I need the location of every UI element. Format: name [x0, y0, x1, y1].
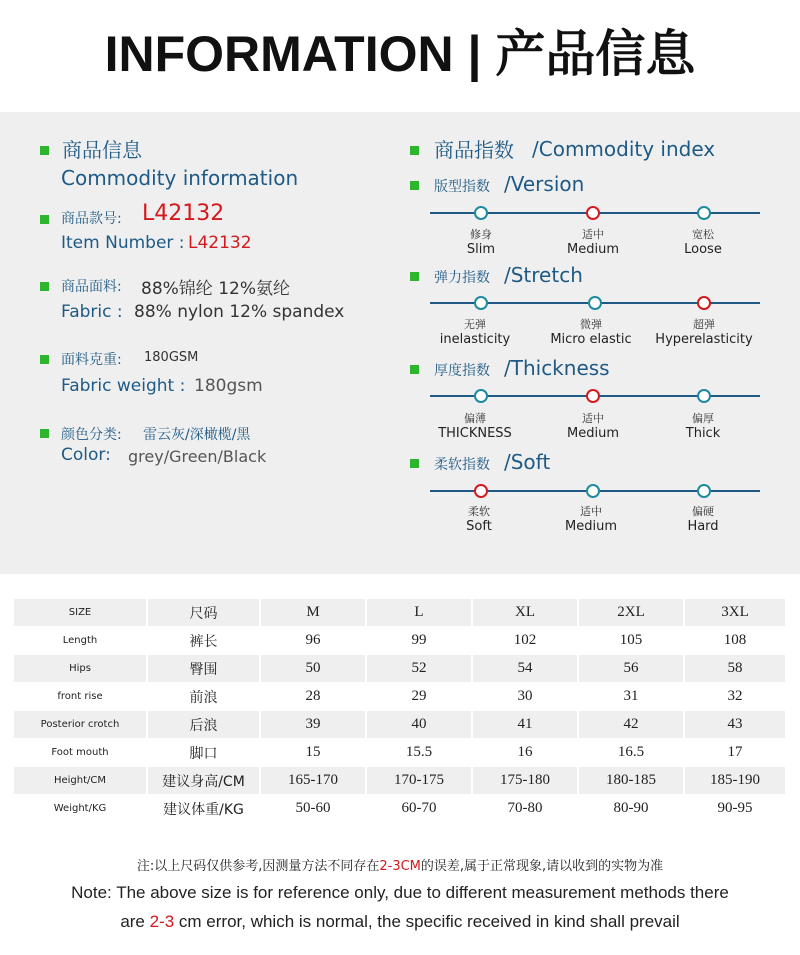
- table-cell: Height/CM: [14, 767, 147, 795]
- table-cell: 15: [260, 739, 366, 767]
- version-option: 适中 Medium: [567, 228, 619, 257]
- thickness-scale-dot: [586, 389, 600, 403]
- color-value: 雷云灰/深橄榄/黑: [143, 427, 251, 443]
- table-cell: 建议体重/KG: [147, 795, 260, 823]
- thickness-option: 适中 Medium: [567, 412, 619, 441]
- table-cell: 16.5: [578, 739, 684, 767]
- table-cell: 39: [260, 711, 366, 739]
- soft-option: 偏硬 Hard: [687, 505, 719, 534]
- bullet-icon: [40, 429, 49, 438]
- table-cell: 32: [684, 683, 786, 711]
- table-cell: 16: [472, 739, 578, 767]
- bullet-icon: [410, 181, 419, 190]
- table-cell: Foot mouth: [14, 739, 147, 767]
- version-scale-dot: [586, 206, 600, 220]
- table-cell: 56: [578, 655, 684, 683]
- weight-value: 180GSM: [144, 350, 199, 365]
- table-cell: Length: [14, 627, 147, 655]
- fabric-label: 商品面料:: [61, 279, 122, 295]
- soft-scale-dot: [586, 484, 600, 498]
- fabric-value: 88%锦纶 12%氨纶: [141, 279, 290, 299]
- table-row: [14, 795, 786, 823]
- index-heading-zh: 商品指数: [434, 138, 514, 162]
- table-cell: 170-175: [366, 767, 472, 795]
- table-cell: 后浪: [147, 711, 260, 739]
- table-cell: 96: [260, 627, 366, 655]
- table-row: [14, 767, 786, 795]
- thickness-scale-dot: [474, 389, 488, 403]
- table-cell: 54: [472, 655, 578, 683]
- table-cell: 105: [578, 627, 684, 655]
- table-cell: 165-170: [260, 767, 366, 795]
- stretch-scale-dot: [474, 296, 488, 310]
- stretch-title-zh: 弹力指数: [434, 270, 490, 286]
- table-header-cell: SIZE: [14, 599, 147, 627]
- fabric-value-en: 88% nylon 12% spandex: [134, 302, 345, 322]
- soft-option: 柔软 Soft: [466, 505, 492, 534]
- table-cell: 建议身高/CM: [147, 767, 260, 795]
- version-option: 宽松 Loose: [684, 228, 722, 257]
- table-cell: 185-190: [684, 767, 786, 795]
- table-cell: 15.5: [366, 739, 472, 767]
- table-header-cell: 尺码: [147, 599, 260, 627]
- table-cell: 70-80: [472, 795, 578, 823]
- table-cell: 42: [578, 711, 684, 739]
- bullet-icon: [40, 355, 49, 364]
- weight-label: 面料克重:: [61, 352, 122, 368]
- weight-label-en: Fabric weight :: [61, 376, 186, 396]
- color-value-en: grey/Green/Black: [128, 447, 267, 466]
- table-cell: 前浪: [147, 683, 260, 711]
- table-row: [14, 739, 786, 767]
- table-cell: 30: [472, 683, 578, 711]
- color-label-en: Color:: [61, 445, 111, 465]
- thickness-title-en: /Thickness: [504, 356, 610, 380]
- bullet-icon: [410, 365, 419, 374]
- bullet-icon: [40, 215, 49, 224]
- stretch-scale-dot: [697, 296, 711, 310]
- size-table: [14, 599, 787, 823]
- version-scale-dot: [474, 206, 488, 220]
- table-cell: 41: [472, 711, 578, 739]
- table-cell: 裤长: [147, 627, 260, 655]
- version-option: 修身 Slim: [466, 228, 496, 257]
- fabric-label-en: Fabric :: [61, 302, 123, 322]
- table-cell: 50-60: [260, 795, 366, 823]
- table-cell: 175-180: [472, 767, 578, 795]
- table-cell: 80-90: [578, 795, 684, 823]
- stretch-title-en: /Stretch: [504, 263, 583, 287]
- table-header-cell: 3XL: [684, 599, 786, 627]
- table-header-cell: M: [260, 599, 366, 627]
- table-cell: Hips: [14, 655, 147, 683]
- note-en-line1: Note: The above size is for reference only, due to different measurement methods there: [71, 883, 729, 902]
- stretch-option: 微弹 Micro elastic: [550, 318, 632, 347]
- bullet-icon: [410, 459, 419, 468]
- table-row: [14, 683, 786, 711]
- table-header-row: [14, 599, 786, 627]
- stretch-scale-dot: [588, 296, 602, 310]
- note-en-line2: are 2-3 cm error, which is normal, the specific received in kind shall prevail: [120, 912, 680, 931]
- table-cell: 52: [366, 655, 472, 683]
- item-number-label-en: Item Number :: [61, 233, 185, 253]
- table-cell: 58: [684, 655, 786, 683]
- table-cell: 50: [260, 655, 366, 683]
- table-cell: 脚口: [147, 739, 260, 767]
- table-row: [14, 711, 786, 739]
- table-header-cell: XL: [472, 599, 578, 627]
- thickness-option: 偏薄 THICKNESS: [438, 412, 512, 441]
- soft-option: 适中 Medium: [565, 505, 617, 534]
- table-cell: Weight/KG: [14, 795, 147, 823]
- index-heading-en: /Commodity index: [532, 137, 716, 161]
- table-cell: Posterior crotch: [14, 711, 147, 739]
- thickness-option: 偏厚 Thick: [685, 412, 721, 441]
- bullet-icon: [410, 272, 419, 281]
- page-title: INFORMATION | 产品信息: [104, 26, 696, 82]
- table-cell: 99: [366, 627, 472, 655]
- soft-scale-dot: [474, 484, 488, 498]
- table-header-cell: 2XL: [578, 599, 684, 627]
- item-number-label: 商品款号:: [61, 211, 122, 227]
- item-number-value-en: L42132: [188, 233, 252, 253]
- version-title-zh: 版型指数: [434, 179, 490, 195]
- table-cell: 31: [578, 683, 684, 711]
- table-row: [14, 627, 786, 655]
- table-cell: 40: [366, 711, 472, 739]
- stretch-option: 超弹 Hyperelasticity: [655, 318, 753, 347]
- bullet-icon: [410, 146, 419, 155]
- note-zh: 注:以上尺码仅供参考,因测量方法不同存在2-3CM的误差,属于正常现象,请以收到的实物为准: [136, 859, 664, 874]
- item-number-value: L42132: [142, 201, 225, 226]
- table-cell: front rise: [14, 683, 147, 711]
- version-scale-dot: [697, 206, 711, 220]
- table-cell: 180-185: [578, 767, 684, 795]
- soft-scale-dot: [697, 484, 711, 498]
- table-cell: 108: [684, 627, 786, 655]
- version-title-en: /Version: [504, 172, 585, 196]
- table-cell: 60-70: [366, 795, 472, 823]
- thickness-title-zh: 厚度指数: [434, 363, 490, 379]
- bullet-icon: [40, 282, 49, 291]
- table-cell: 臀围: [147, 655, 260, 683]
- bullet-icon: [40, 146, 49, 155]
- table-row: [14, 655, 786, 683]
- table-cell: 17: [684, 739, 786, 767]
- table-header-cell: L: [366, 599, 472, 627]
- table-cell: 90-95: [684, 795, 786, 823]
- soft-title-en: /Soft: [504, 450, 551, 474]
- table-cell: 28: [260, 683, 366, 711]
- info-heading-en: Commodity information: [61, 166, 299, 190]
- info-heading-zh: 商品信息: [62, 138, 142, 162]
- stretch-option: 无弹 inelasticity: [439, 318, 511, 347]
- table-cell: 102: [472, 627, 578, 655]
- table-cell: 43: [684, 711, 786, 739]
- weight-value-en: 180gsm: [194, 376, 263, 396]
- color-label: 颜色分类:: [61, 427, 122, 443]
- soft-title-zh: 柔软指数: [434, 457, 490, 473]
- table-cell: 29: [366, 683, 472, 711]
- thickness-scale-dot: [697, 389, 711, 403]
